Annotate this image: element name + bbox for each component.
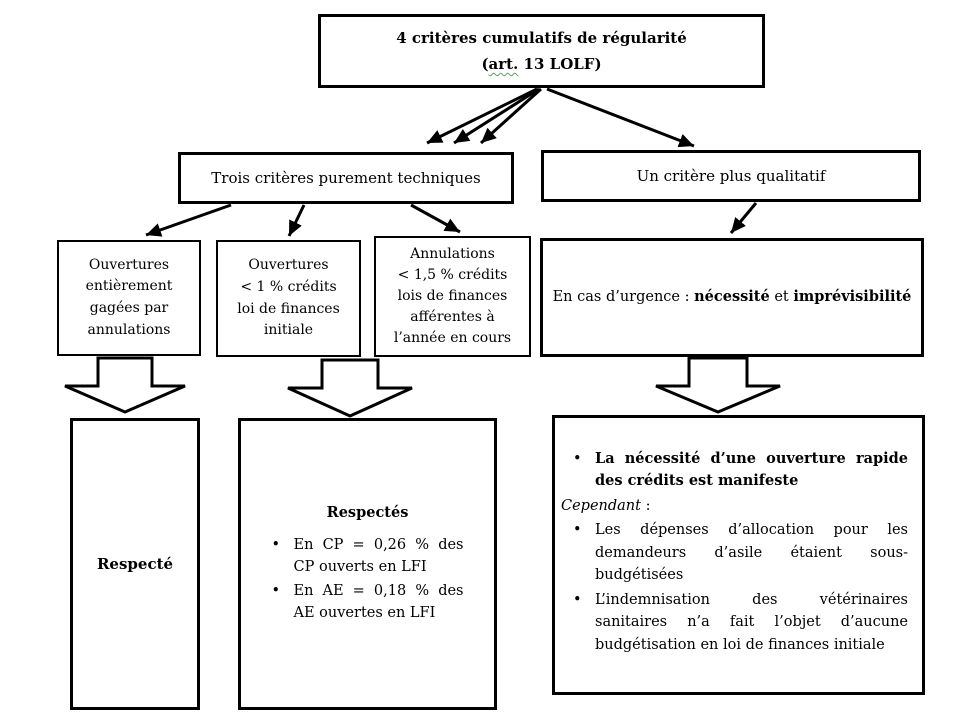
criterion-plafond-annulations-box: [374, 236, 531, 357]
arrow-title-to-technical-1: [427, 89, 537, 143]
title-line-2-rest: 13 LOLF): [518, 55, 602, 73]
result-respectes-title: Respectés: [326, 503, 409, 521]
list-item: [272, 581, 464, 625]
criterion-2-line: Ouvertures: [248, 257, 329, 274]
result-ae-value: En AE = 0,18 % des AE ouvertes en LFI: [293, 582, 464, 621]
cependant-word: Cependant: [561, 497, 641, 514]
result-necessite-manifeste: La nécessité d’une ouverture rapide des crédits est manifeste: [595, 450, 908, 490]
criterion-4-et: et: [769, 289, 794, 306]
block-arrow-down-2: [288, 360, 412, 416]
branch-technical-label: Trois critères purement techniques: [211, 169, 481, 187]
list-item: [561, 519, 908, 586]
bullet-icon: •: [573, 451, 582, 467]
title-box: [318, 14, 765, 88]
cependant-line: [561, 495, 908, 517]
arrow-technical-to-criterion-3: [411, 205, 460, 232]
arrow-technical-to-criterion-1: [146, 205, 231, 235]
result-respecte-box: [70, 418, 200, 710]
arrow-title-to-qualitative: [547, 89, 694, 146]
arrow-technical-to-criterion-2: [289, 205, 304, 236]
title-line-2-prefix: (: [481, 55, 489, 73]
arrow-title-to-technical-2: [454, 89, 539, 143]
block-arrow-down-3: [656, 358, 780, 412]
list-item: [561, 589, 908, 656]
branch-qualitative-box: [541, 150, 921, 202]
criterion-3-line: afférentes à: [410, 309, 495, 325]
title-line-1: 4 critères cumulatifs de régularité: [396, 28, 687, 47]
criterion-1-line: Ouvertures: [88, 256, 170, 273]
arrow-qualitative-to-criterion-4: [731, 203, 756, 233]
result-cp-value: En CP = 0,26 % des CP ouverts en LFI: [293, 537, 464, 576]
result-respectes-list: [272, 535, 464, 626]
criterion-plafond-ouvertures-box: [216, 240, 361, 357]
criterion-1-line: gagées par: [89, 300, 169, 316]
list-item: [561, 448, 908, 493]
result-qualitatif-box: [552, 415, 925, 695]
criterion-4-necessite: nécessité: [694, 288, 770, 306]
criterion-4-text: [553, 286, 912, 308]
criterion-1-line: entièrement: [85, 278, 173, 295]
criterion-1-line: annulations: [87, 321, 171, 338]
criterion-4-prefix: En cas d’urgence :: [552, 289, 695, 306]
bullet-icon: •: [271, 537, 281, 554]
branch-qualitative-label: Un critère plus qualitatif: [636, 167, 826, 185]
spellcheck-squiggle-word: art.: [488, 55, 519, 73]
criterion-ouvertures-gagees-box: [57, 240, 201, 356]
cependant-colon: :: [640, 497, 651, 514]
branch-technical-box: [178, 152, 514, 204]
criterion-3-line: Annulations: [410, 246, 495, 262]
result-indemnisation-veterinaires: L’indemnisation des vétérinaires sanitaires n’a fait l’objet d’aucune budgétisation en loi de finances initiale: [595, 591, 908, 653]
result-respecte-label: Respecté: [96, 555, 174, 573]
criterion-3-line: < 1,5 % crédits: [397, 267, 508, 283]
arrow-title-to-technical-3: [481, 89, 541, 143]
list-item: [272, 535, 464, 579]
criterion-3-line: lois de finances: [397, 288, 508, 304]
bullet-icon: •: [573, 522, 582, 539]
criterion-4-imprevisibilite: imprévisibilité: [793, 288, 912, 306]
criterion-2-line: < 1 % crédits: [240, 278, 337, 295]
result-depenses-asile: Les dépenses d’allocation pour les demandeurs d’asile étaient sous-budgétisées: [595, 522, 908, 584]
bullet-icon: •: [271, 582, 281, 599]
criterion-2-line: initiale: [263, 322, 314, 339]
result-respectes-box: [238, 418, 497, 710]
criterion-3-line: l’année en cours: [393, 330, 512, 346]
title-line-2: [481, 51, 601, 77]
bullet-icon: •: [573, 591, 582, 608]
criterion-2-line: loi de finances: [237, 300, 340, 317]
block-arrow-down-1: [65, 358, 185, 412]
criterion-urgence-box: [540, 238, 924, 357]
